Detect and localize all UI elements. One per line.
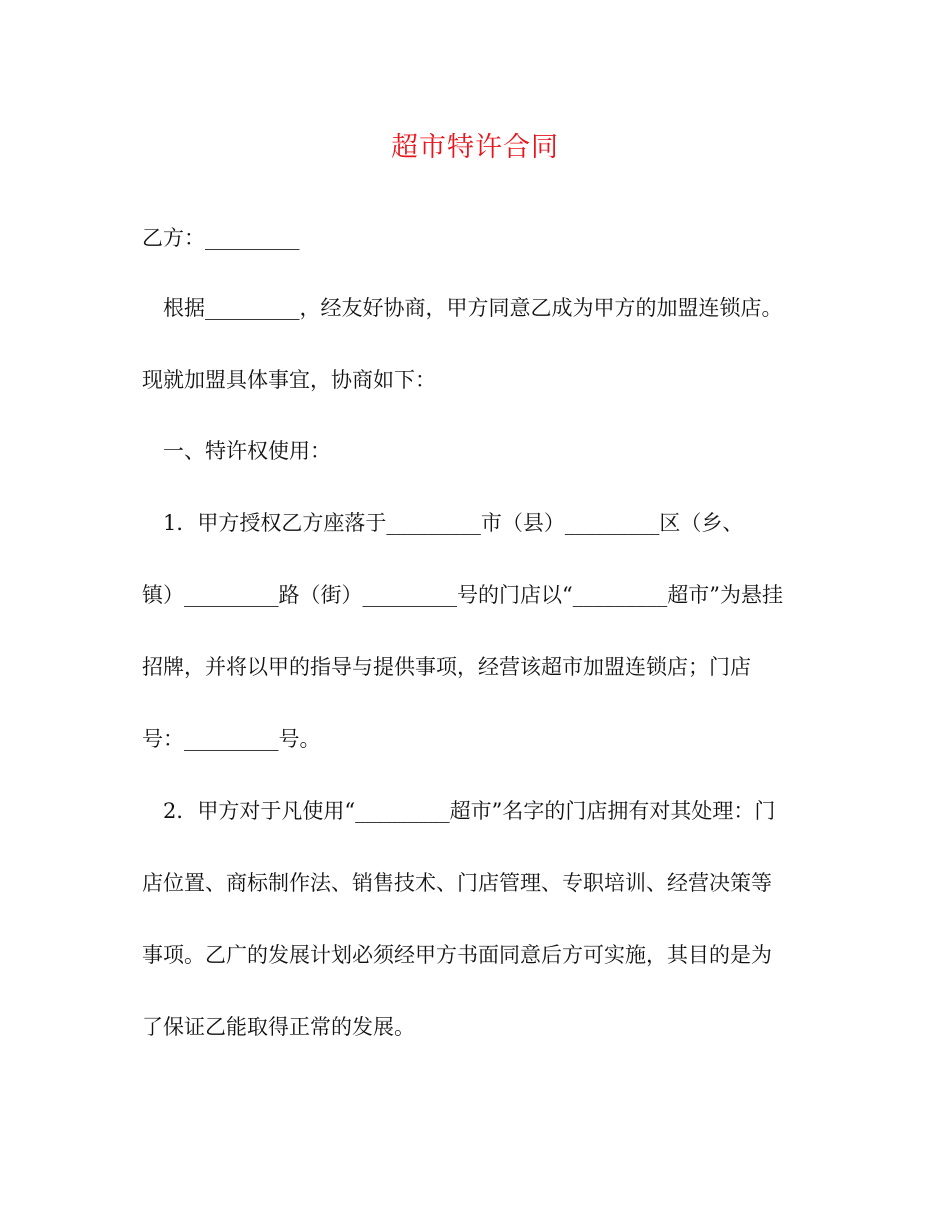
party-b-line: 乙方：_________ [142, 226, 300, 250]
clause-2-line: 事项。乙广的发展计划必须经甲方书面同意后方可实施，其目的是为 [142, 943, 772, 967]
clause-1-line: 镇）_________路（街）_________号的门店以“_________超市”为悬挂 [142, 583, 783, 607]
clause-1-line: 1．甲方授权乙方座落于_________市（县）_________区（乡、 [142, 511, 744, 535]
section-heading: 一、特许权使用： [142, 439, 331, 463]
clause-2-line: 了保证乙能取得正常的发展。 [142, 1015, 415, 1039]
clause-1-line: 招牌，并将以甲的指导与提供事项，经营该超市加盟连锁店；门店 [142, 655, 751, 679]
paragraph-line: 根据_________，经友好协商，甲方同意乙成为甲方的加盟连锁店。 [142, 296, 783, 320]
clause-2-line: 2．甲方对于凡使用“_________超市”名字的门店拥有对其处理：门 [142, 799, 776, 823]
clause-2-line: 店位置、商标制作法、销售技术、门店管理、专职培训、经营决策等 [142, 871, 772, 895]
clause-1-line: 号：_________号。 [142, 727, 321, 751]
paragraph-line: 现就加盟具体事宜，协商如下： [142, 368, 436, 392]
document-title: 超市特许合同 [391, 132, 559, 163]
